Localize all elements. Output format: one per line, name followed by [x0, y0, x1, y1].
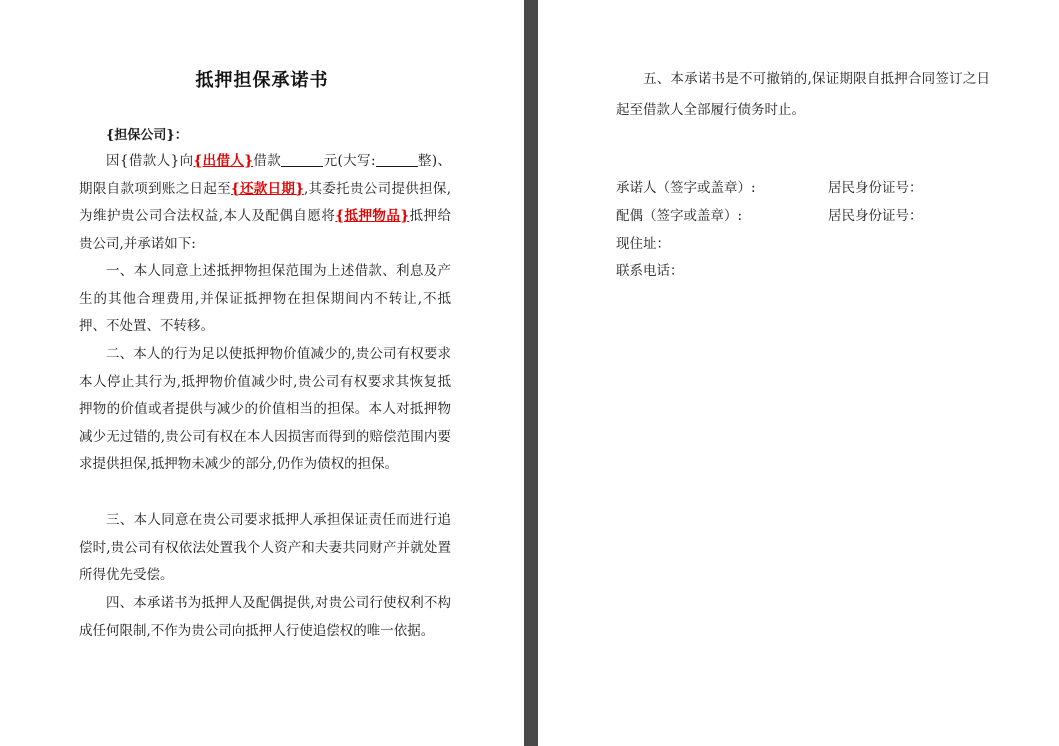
amount-words-blank [376, 152, 418, 167]
pledgor-signature-label: 承诺人（签字或盖章）: [616, 180, 756, 196]
intro-text-5: ,其委托贵公司提供担保,为维护贵公司合法权益,本人及配偶自愿将 [79, 180, 451, 224]
lender-placeholder: {出借人} [193, 153, 253, 169]
address-label: 现住址： [616, 236, 670, 252]
collateral-placeholder: {抵押物品} [335, 208, 410, 224]
intro-text-6: 抵押给贵公司,并承诺如下: [79, 208, 452, 252]
page-gutter [524, 0, 538, 746]
clause-3: 三、本人同意在贵公司要求抵押人承担保证责任而进行追偿时,贵公司有权依法处置我个人资产和夫妻共同财产并就处置所得优先受偿。 [79, 512, 451, 583]
pledgor-id-label: 居民身份证号： [828, 180, 923, 196]
intro-text-2: 借款 [252, 153, 282, 169]
due-date-placeholder: {还款日期} [230, 180, 304, 197]
clause-2: 二、本人的行为足以使抵押物价值减少的,贵公司有权要求本人停止其行为,抵押物价值减少时,贵公司有权要求其恢复抵押物的价值或者提供与减少的价值相当的担保。本人对抵押物减少无过错的,贵公司有权在本人因损害而得到的赔偿范围内要求提供担保,抵押物未减少的部分,仍作为债权的担保。 [79, 346, 451, 472]
phone-label: 联系电话： [616, 263, 684, 279]
spouse-signature-label: 配偶（签字或盖章）: [616, 208, 743, 224]
intro-text-4: 整)、期限自款项到账之日起至 [79, 153, 451, 197]
intro-text-3: 元(大写: [323, 153, 376, 169]
intro-text-1: 因{借款人}向 [106, 153, 194, 169]
amount-blank [281, 152, 323, 167]
spouse-id-label: 居民身份证号： [828, 208, 923, 224]
clause-4: 四、本承诺书为抵押人及配偶提供,对贵公司行使权利不构成任何限制,不作为贵公司向抵押人行使追偿权的唯一依据。 [79, 595, 451, 639]
clause-1: 一、本人同意上述抵押物担保范围为上述借款、利息及产生的其他合理费用,并保证抵押物在担保期间内不转让,不抵押、不处置、不转移。 [79, 263, 451, 334]
company-placeholder: {担保公司}： [106, 128, 188, 143]
clause-5: 五、本承诺书是不可撤销的,保证期限自抵押合同签订之日起至借款人全部履行债务时止。 [616, 71, 990, 118]
intro-paragraph [79, 148, 451, 258]
document-title: 抵押担保承诺书 [195, 70, 329, 91]
